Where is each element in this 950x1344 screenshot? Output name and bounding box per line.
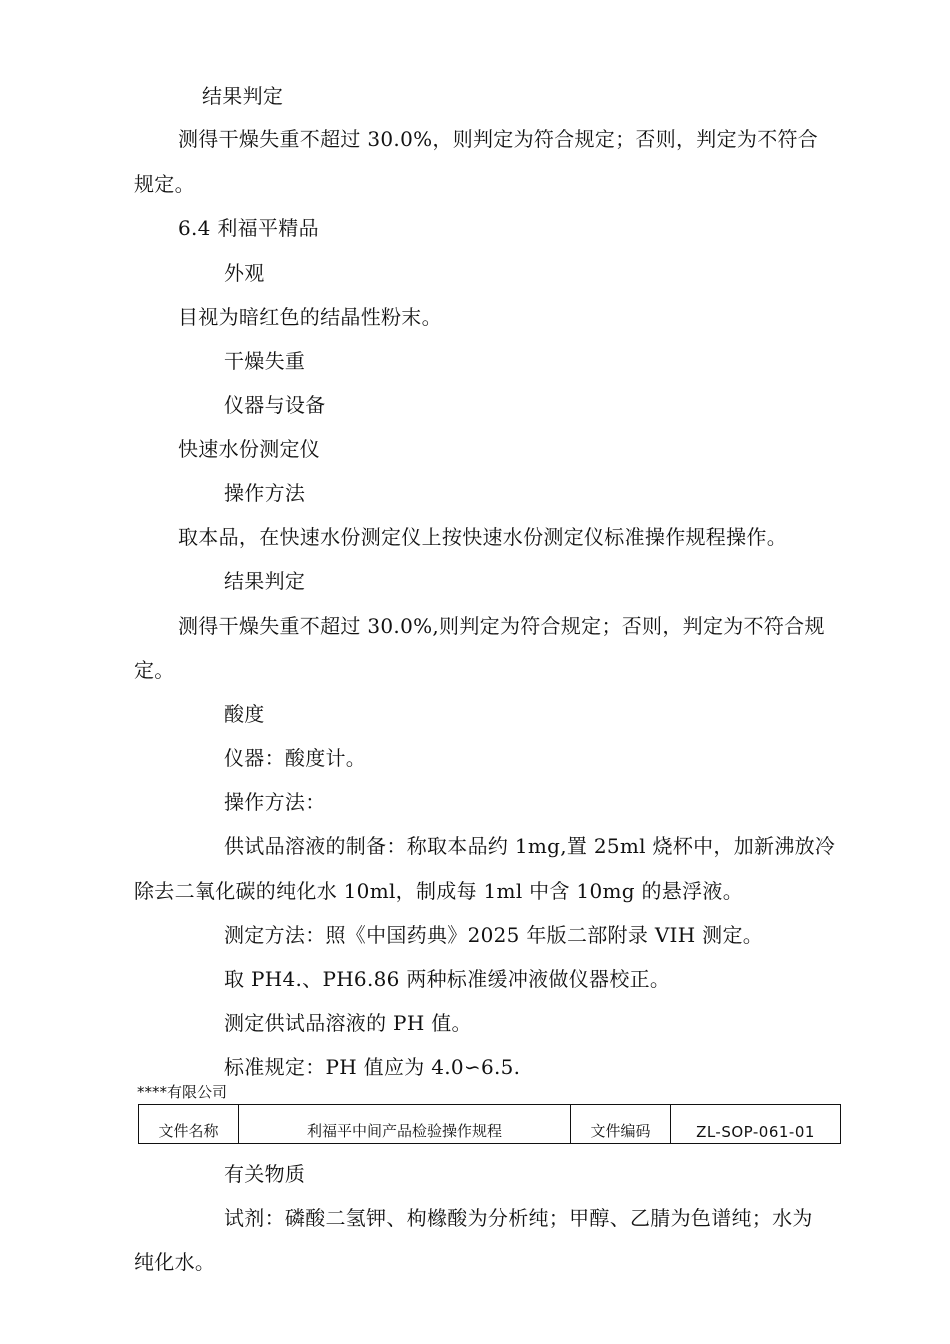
- text-line: 操作方法: [224, 481, 306, 505]
- text-line: 仪器与设备: [224, 393, 326, 417]
- text-line: 目视为暗红色的结晶性粉末。: [178, 305, 442, 329]
- file-name-value: 利福平中间产品检验操作规程: [239, 1105, 571, 1143]
- company-name: ****有限公司: [137, 1083, 228, 1101]
- text-line: 试剂：磷酸二氢钾、枸橼酸为分析纯；甲醇、乙腈为色谱纯；水为: [224, 1206, 813, 1230]
- text-line: 测定方法：照《中国药典》2025 年版二部附录 VIH 测定。: [224, 923, 764, 947]
- text-line: 测得干燥失重不超过 30.0%，则判定为符合规定；否则，判定为不符合: [178, 127, 819, 151]
- section-heading: 6.4 利福平精品: [178, 216, 319, 240]
- text-line: 供试品溶液的制备：称取本品约 1mg,置 25ml 烧杯中，加新沸放冷: [224, 834, 836, 858]
- text-line: 酸度: [224, 702, 265, 726]
- file-code-label: 文件编码: [571, 1105, 671, 1143]
- text-line: 规定。: [134, 172, 195, 196]
- text-line: 取本品，在快速水份测定仪上按快速水份测定仪标准操作规程操作。: [178, 525, 787, 549]
- text-line: 测得干燥失重不超过 30.0%,则判定为符合规定；否则，判定为不符合规: [178, 614, 825, 638]
- text-line: 结果判定: [224, 569, 306, 593]
- text-line: 取 PH4.、PH6.86 两种标准缓冲液做仪器校正。: [224, 967, 671, 991]
- text-line: 标准规定：PH 值应为 4.0∽6.5.: [224, 1055, 521, 1079]
- text-line: 结果判定: [202, 84, 284, 108]
- file-code-value: ZL-SOP-061-01: [696, 1123, 815, 1141]
- text-line: 定。: [134, 658, 175, 682]
- text-line: 操作方法：: [224, 790, 326, 814]
- file-name-label: 文件名称: [139, 1105, 239, 1143]
- document-info-table: [138, 1104, 841, 1144]
- text-line: 有关物质: [224, 1162, 306, 1186]
- text-line: 外观: [224, 261, 265, 285]
- text-line: 除去二氧化碳的纯化水 10ml，制成每 1ml 中含 10mg 的悬浮液。: [134, 879, 743, 903]
- text-line: 干燥失重: [224, 349, 306, 373]
- text-line: 仪器：酸度计。: [224, 746, 367, 770]
- text-line: 纯化水。: [134, 1250, 216, 1274]
- text-line: 快速水份测定仪: [178, 437, 321, 461]
- text-line: 测定供试品溶液的 PH 值。: [224, 1011, 472, 1035]
